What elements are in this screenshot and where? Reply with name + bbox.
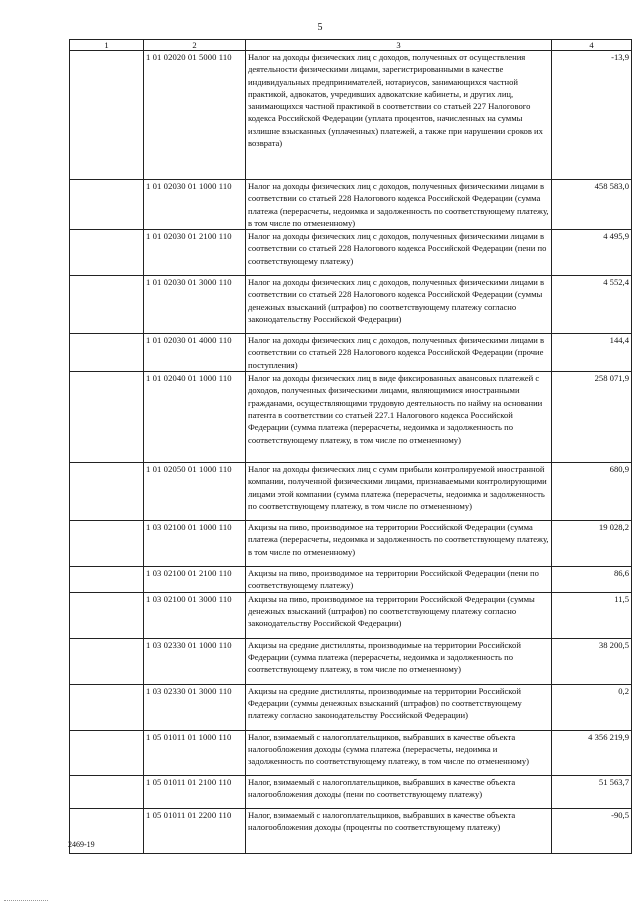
empty-cell <box>70 638 144 684</box>
amount-cell: 19 028,2 <box>552 521 632 567</box>
empty-cell <box>70 775 144 808</box>
budget-code-cell: 1 01 02020 01 5000 110 <box>144 51 246 180</box>
empty-cell <box>70 372 144 463</box>
budget-code-cell: 1 01 02050 01 1000 110 <box>144 463 246 521</box>
revenue-name-cell: Акцизы на пиво, производимое на территории Российской Федерации (пени по соответствующему платежу) <box>246 567 552 593</box>
budget-code-cell: 1 03 02100 01 3000 110 <box>144 592 246 638</box>
table-row <box>70 775 632 808</box>
revenue-name-cell: Налог на доходы физических лиц с доходов, полученных физическими лицами в соответствии со статьей 228 Налогового кодекса Российской Федерации (пени по соответствующему платежу) <box>246 230 552 276</box>
revenue-name-cell: Налог, взимаемый с налогоплательщиков, выбравших в качестве объекта налогообложения доходы (сумма платежа (перерасчеты, недоимка и задолженность по соответствующему платежу, в том числе по отмененному) <box>246 730 552 775</box>
empty-cell <box>70 51 144 180</box>
amount-cell: 144,4 <box>552 334 632 372</box>
table-row <box>70 567 632 593</box>
amount-cell: 51 563,7 <box>552 775 632 808</box>
revenue-name-cell: Налог, взимаемый с налогоплательщиков, выбравших в качестве объекта налогообложения доходы (пени по соответствующему платежу) <box>246 775 552 808</box>
table-row <box>70 463 632 521</box>
empty-cell <box>70 180 144 230</box>
page-number: 5 <box>317 22 323 33</box>
empty-cell <box>70 684 144 730</box>
empty-cell <box>70 730 144 775</box>
budget-code-cell: 1 01 02030 01 2100 110 <box>144 230 246 276</box>
table-row <box>70 808 632 853</box>
empty-cell <box>70 521 144 567</box>
amount-cell: 4 552,4 <box>552 276 632 334</box>
amount-cell: 0,2 <box>552 684 632 730</box>
table-row <box>70 180 632 230</box>
table-row <box>70 521 632 567</box>
amount-cell: 4 356 219,9 <box>552 730 632 775</box>
budget-code-cell: 1 03 02330 01 1000 110 <box>144 638 246 684</box>
column-header: 3 <box>246 40 552 51</box>
table-row <box>70 372 632 463</box>
budget-code-cell: 1 01 02030 01 4000 110 <box>144 334 246 372</box>
amount-cell: -13,9 <box>552 51 632 180</box>
column-header: 2 <box>144 40 246 51</box>
revenue-name-cell: Акцизы на средние дистилляты, производимые на территории Российской Федерации (суммы денежных взысканий (штрафов) по соответствующему платежу согласно законодательству Российской Федерации) <box>246 684 552 730</box>
amount-cell: 4 495,9 <box>552 230 632 276</box>
amount-cell: 258 071,9 <box>552 372 632 463</box>
revenue-name-cell: Налог на доходы физических лиц с доходов, полученных от осуществления деятельности физическими лицами, зарегистрированными в качестве индивидуальных предпринимателей, нотариусов, занимающихся частной практикой, адвокатов, учредивших адвокатские кабинеты, и других лиц, занимающихся частной практикой в соответствии со статьей 227 Налогового кодекса Российской Федерации (уплата процентов, начисленных на суммы излишне взысканных (уплаченных) платежей, а также при нарушении сроков их возврата) <box>246 51 552 180</box>
amount-cell: 86,6 <box>552 567 632 593</box>
column-header: 1 <box>70 40 144 51</box>
empty-cell <box>70 567 144 593</box>
budget-code-cell: 1 01 02030 01 1000 110 <box>144 180 246 230</box>
revenue-name-cell: Акцизы на пиво, производимое на территории Российской Федерации (сумма платежа (перерасчеты, недоимка и задолженность по соответствующему платежу, в том числе по отмененному) <box>246 521 552 567</box>
table-row <box>70 592 632 638</box>
revenue-table <box>69 39 632 854</box>
amount-cell: 11,5 <box>552 592 632 638</box>
empty-cell <box>70 334 144 372</box>
scan-artifact <box>4 900 48 901</box>
table-row <box>70 638 632 684</box>
budget-code-cell: 1 01 02030 01 3000 110 <box>144 276 246 334</box>
table-row <box>70 730 632 775</box>
amount-cell: -90,5 <box>552 808 632 853</box>
budget-code-cell: 1 03 02100 01 1000 110 <box>144 521 246 567</box>
amount-cell: 458 583,0 <box>552 180 632 230</box>
budget-code-cell: 1 03 02100 01 2100 110 <box>144 567 246 593</box>
table-row <box>70 334 632 372</box>
amount-cell: 38 200,5 <box>552 638 632 684</box>
budget-code-cell: 1 03 02330 01 3000 110 <box>144 684 246 730</box>
empty-cell <box>70 592 144 638</box>
amount-cell: 680,9 <box>552 463 632 521</box>
empty-cell <box>70 463 144 521</box>
revenue-name-cell: Акцизы на пиво, производимое на территории Российской Федерации (суммы денежных взысканий (штрафов) по соответствующему платежу согласно законодательству Российской Федерации) <box>246 592 552 638</box>
revenue-name-cell: Налог на доходы физических лиц с доходов, полученных физическими лицами в соответствии со статьей 228 Налогового кодекса Российской Федерации (сумма платежа (перерасчеты, недоимка и задолженность по соответствующему платежу, в том числе по отмененному) <box>246 180 552 230</box>
table-row <box>70 230 632 276</box>
budget-code-cell: 1 01 02040 01 1000 110 <box>144 372 246 463</box>
empty-cell <box>70 230 144 276</box>
column-header: 4 <box>552 40 632 51</box>
table-row <box>70 684 632 730</box>
revenue-name-cell: Налог на доходы физических лиц с доходов, полученных физическими лицами в соответствии со статьей 228 Налогового кодекса Российской Федерации (суммы денежных взысканий (штрафов) по соответствующему платежу согласно законодательству Российской Федерации) <box>246 276 552 334</box>
budget-code-cell: 1 05 01011 01 1000 110 <box>144 730 246 775</box>
revenue-name-cell: Налог на доходы физических лиц с сумм прибыли контролируемой иностранной компании, полученной физическими лицами, признаваемыми контролирующими лицами этой компании (сумма платежа (перерасчеты, недоимка и задолженность по соответствующему платежу, в том числе по отмененному) <box>246 463 552 521</box>
revenue-name-cell: Налог на доходы физических лиц в виде фиксированных авансовых платежей с доходов, полученных физическими лицами, являющимися иностранными гражданами, осуществляющими трудовую деятельность по найму на основании патента в соответствии со статьей 227.1 Налогового кодекса Российской Федерации (сумма платежа (перерасчеты, недоимка и задолженность по соответствующему платежу, в том числе по отмененному) <box>246 372 552 463</box>
budget-code-cell: 1 05 01011 01 2100 110 <box>144 775 246 808</box>
revenue-name-cell: Налог на доходы физических лиц с доходов, полученных физическими лицами в соответствии со статьей 228 Налогового кодекса Российской Федерации (прочие поступления) <box>246 334 552 372</box>
table-header-row <box>70 40 632 51</box>
empty-cell <box>70 276 144 334</box>
budget-code-cell: 1 05 01011 01 2200 110 <box>144 808 246 853</box>
revenue-name-cell: Налог, взимаемый с налогоплательщиков, выбравших в качестве объекта налогообложения доходы (проценты по соответствующему платежу) <box>246 808 552 853</box>
table-row <box>70 276 632 334</box>
table-row <box>70 51 632 180</box>
revenue-name-cell: Акцизы на средние дистилляты, производимые на территории Российской Федерации (сумма платежа (перерасчеты, недоимка и задолженность по соответствующему платежу, в том числе по отмененному) <box>246 638 552 684</box>
document-footer-code: 2469-19 <box>68 840 95 849</box>
